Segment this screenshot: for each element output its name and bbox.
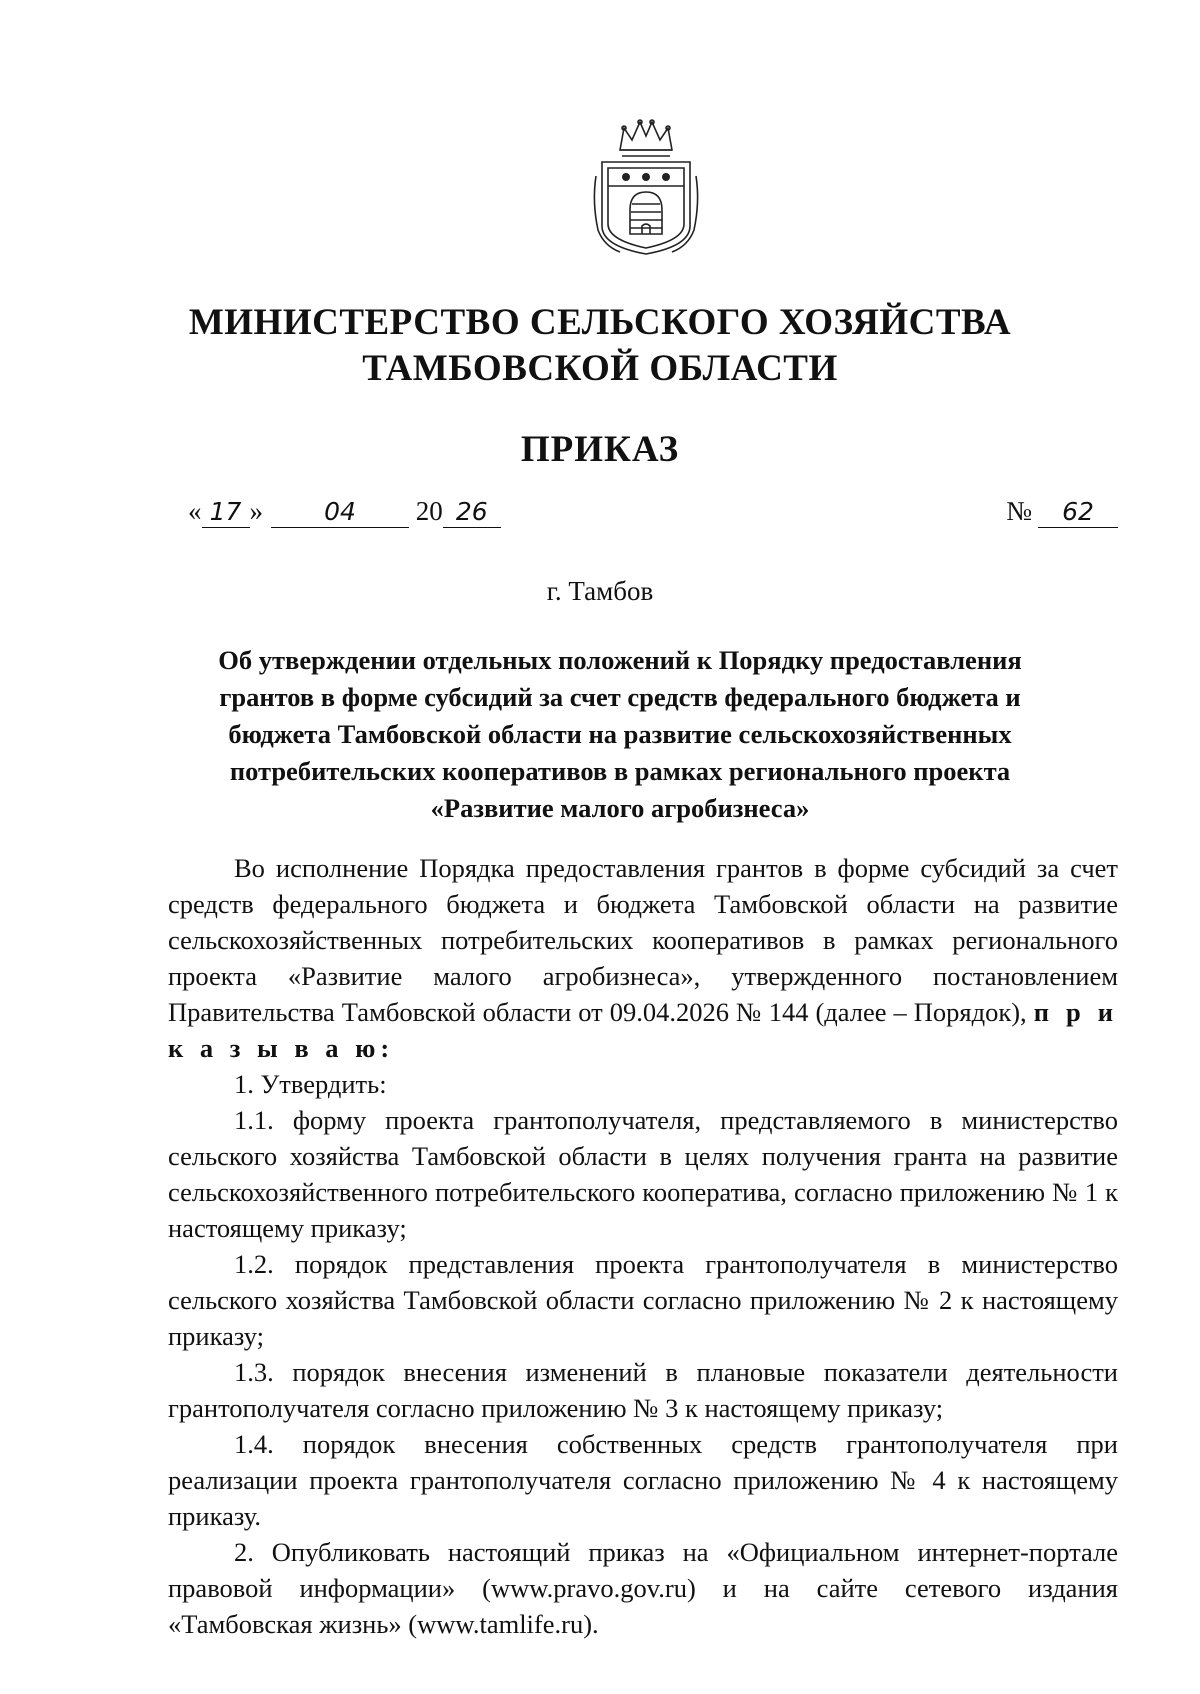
ministry-name-line1: МИНИСТЕРСТВО СЕЛЬСКОГО ХОЗЯЙСТВА — [188, 302, 1012, 343]
item-1: 1. Утвердить: — [234, 1069, 387, 1099]
item-1-4: 1.4. порядок внесения собственных средств грантополучателя при реализации проекта грантополучателя согласно приложению № 4 к настоящему приказу. — [168, 1429, 1118, 1531]
date-open-quote: « — [188, 496, 202, 526]
number-value: 62 — [1038, 497, 1118, 528]
item-2: 2. Опубликовать настоящий приказ на «Официальном интернет-портале правовой информации» (www.pravo.gov.ru) и на сайте сетевого издания «Тамбовская жизнь» (www.tamlife.ru). — [168, 1537, 1118, 1639]
ministry-name-line2: ТАМБОВСКОЙ ОБЛАСТИ — [362, 348, 838, 389]
item-1-3: 1.3. порядок внесения изменений в плановые показатели деятельности грантополучателя согласно приложению № 3 к настоящему приказу; — [168, 1357, 1118, 1423]
date-month: 04 — [271, 497, 409, 528]
order-word: п р и к а з ы в а ю: — [168, 997, 1119, 1063]
item-1-2: 1.2. порядок представления проекта грантополучателя в министерство сельского хозяйства Тамбовской области согласно приложению № 2 к настоящему приказу; — [168, 1249, 1118, 1351]
subject-line: бюджета Тамбовской области на развитие сельскохозяйственных — [228, 719, 1012, 749]
ministry-name — [0, 300, 1200, 392]
date-close-quote: » — [249, 496, 263, 526]
order-body — [168, 850, 1118, 1642]
coat-of-arms-icon — [590, 118, 702, 256]
subject-line: потребительских кооперативов в рамках регионального проекта — [229, 756, 1011, 786]
subject-line: грантов в форме субсидий за счет средств федерального бюджета и — [219, 682, 1021, 712]
order-date — [188, 496, 501, 528]
subject-line: Об утверждении отдельных положений к Порядку предоставления — [218, 645, 1022, 675]
date-year-suffix: 26 — [443, 497, 501, 528]
number-sign: № — [1006, 496, 1032, 526]
order-number — [1006, 496, 1118, 528]
document-type: ПРИКАЗ — [520, 429, 680, 470]
subject-line: «Развитие малого агробизнеса» — [430, 793, 810, 823]
date-year-prefix: 20 — [415, 496, 443, 526]
date-day: 17 — [202, 497, 250, 528]
preamble-paragraph — [168, 850, 1118, 1066]
item-1-1: 1.1. форму проекта грантополучателя, представляемого в министерство сельского хозяйства Тамбовской области в целях получения гранта на развитие сельскохозяйственного потребительского кооператива, согласно приложению № 1 к настоящему приказу; — [168, 1105, 1118, 1243]
preamble-text: Во исполнение Порядка предоставления грантов в форме субсидий за счет средств федерального бюджета и бюджета Тамбовской области на развитие сельскохозяйственных потребительских кооперативов в рамках регионального проекта «Развитие малого агробизнеса», утвержденного постановлением Правительства Тамбовской области от 09.04.2026 № 144 (далее – Порядок), — [168, 853, 1118, 1027]
order-subject — [150, 642, 1090, 827]
city: г. Тамбов — [546, 576, 654, 606]
